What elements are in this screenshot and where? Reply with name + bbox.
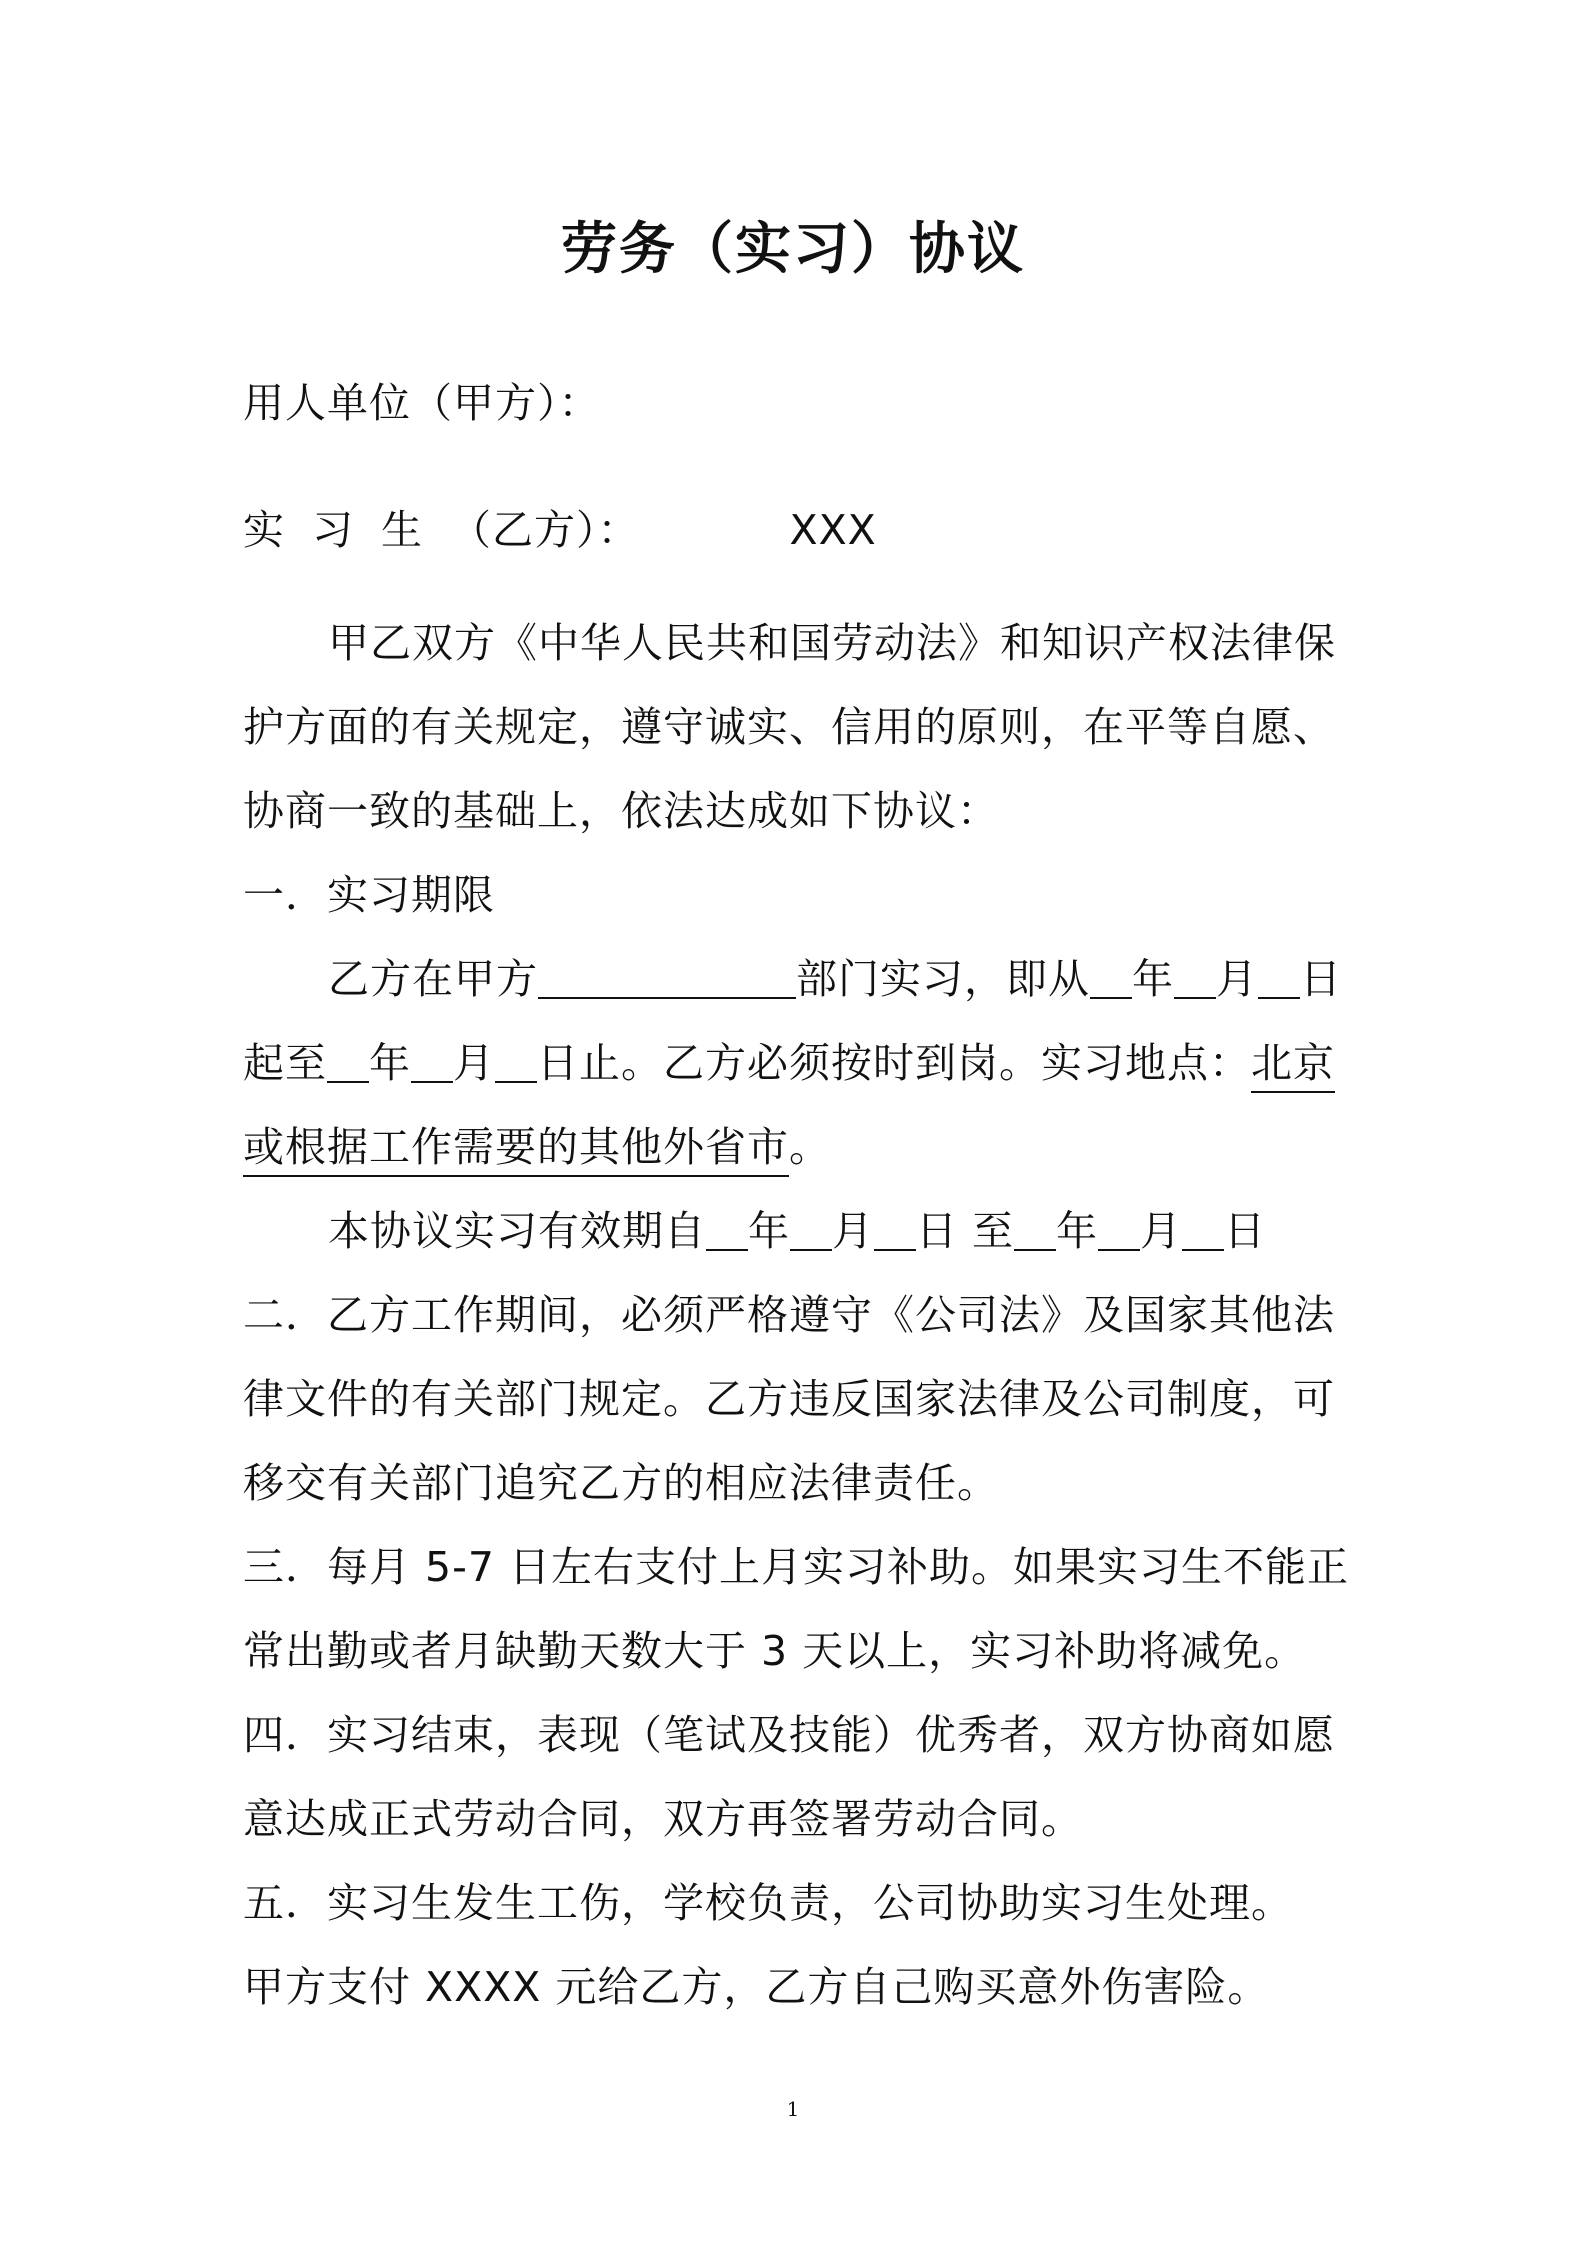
intern-label-suffix: （乙方）： <box>450 506 640 554</box>
department-blank <box>538 956 796 999</box>
employer-line <box>243 370 601 429</box>
employer-label: 用人单位（甲方）： <box>243 379 601 427</box>
preamble-line: 协商一致的基础上，依法达成如下协议： <box>243 787 999 835</box>
validity-line: 本协议实习有效期自 年 月 日 至 年 月 日 <box>328 1207 1267 1255</box>
end-day-blank <box>495 1040 537 1083</box>
section5-line: 甲方支付 XXXX 元给乙方，乙方自己购买意外伤害险。 <box>243 1963 1270 2011</box>
preamble-line: 护方面的有关规定，遵守诚实、信用的原则，在平等自愿、 <box>243 703 1335 751</box>
start-year-blank <box>1090 956 1132 999</box>
intern-line <box>243 497 877 556</box>
intern-label-chars: 实习生 <box>243 506 450 554</box>
section2-line: 律文件的有关部门规定。乙方违反国家法律及公司制度，可 <box>243 1375 1335 1423</box>
valid-to-year-blank <box>1014 1208 1056 1251</box>
section1-line: 起至 年 月 日止。乙方必须按时到岗。实习地点：北京 <box>243 1030 1335 1089</box>
section1-heading: 一．实习期限 <box>243 871 495 919</box>
location-text: 北京 <box>1251 1039 1335 1093</box>
location-text: 或根据工作需要的其他外省市 <box>243 1123 789 1177</box>
valid-to-day-blank <box>1182 1208 1224 1251</box>
document-title: 劳务（实习）协议 <box>561 217 1025 282</box>
section2-line: 移交有关部门追究乙方的相应法律责任。 <box>243 1459 999 1507</box>
section4-line: 意达成正式劳动合同，双方再签署劳动合同。 <box>243 1795 1083 1843</box>
section1-line: 或根据工作需要的其他外省市。 <box>243 1114 831 1173</box>
start-month-blank <box>1174 956 1216 999</box>
end-month-blank <box>411 1040 453 1083</box>
section2-line: 二．乙方工作期间，必须严格遵守《公司法》及国家其他法 <box>243 1291 1335 1339</box>
section3-line: 常出勤或者月缺勤天数大于 3 天以上，实习补助将减免。 <box>243 1627 1307 1675</box>
intern-name: XXX <box>789 506 877 554</box>
start-day-blank <box>1258 956 1300 999</box>
page-number: 1 <box>786 2097 800 2121</box>
section1-line: 乙方在甲方 部门实习，即从 年 月 日 <box>328 955 1342 1003</box>
end-year-blank <box>327 1040 369 1083</box>
section3-line: 三．每月 5-7 日左右支付上月实习补助。如果实习生不能正 <box>243 1543 1350 1591</box>
section4-line: 四．实习结束，表现（笔试及技能）优秀者，双方协商如愿 <box>243 1711 1335 1759</box>
preamble-line: 甲乙双方《中华人民共和国劳动法》和知识产权法律保 <box>328 619 1336 667</box>
valid-from-month-blank <box>790 1208 832 1251</box>
valid-from-day-blank <box>874 1208 916 1251</box>
valid-to-month-blank <box>1098 1208 1140 1251</box>
section5-line: 五．实习生发生工伤，学校负责，公司协助实习生处理。 <box>243 1879 1293 1927</box>
valid-from-year-blank <box>706 1208 748 1251</box>
